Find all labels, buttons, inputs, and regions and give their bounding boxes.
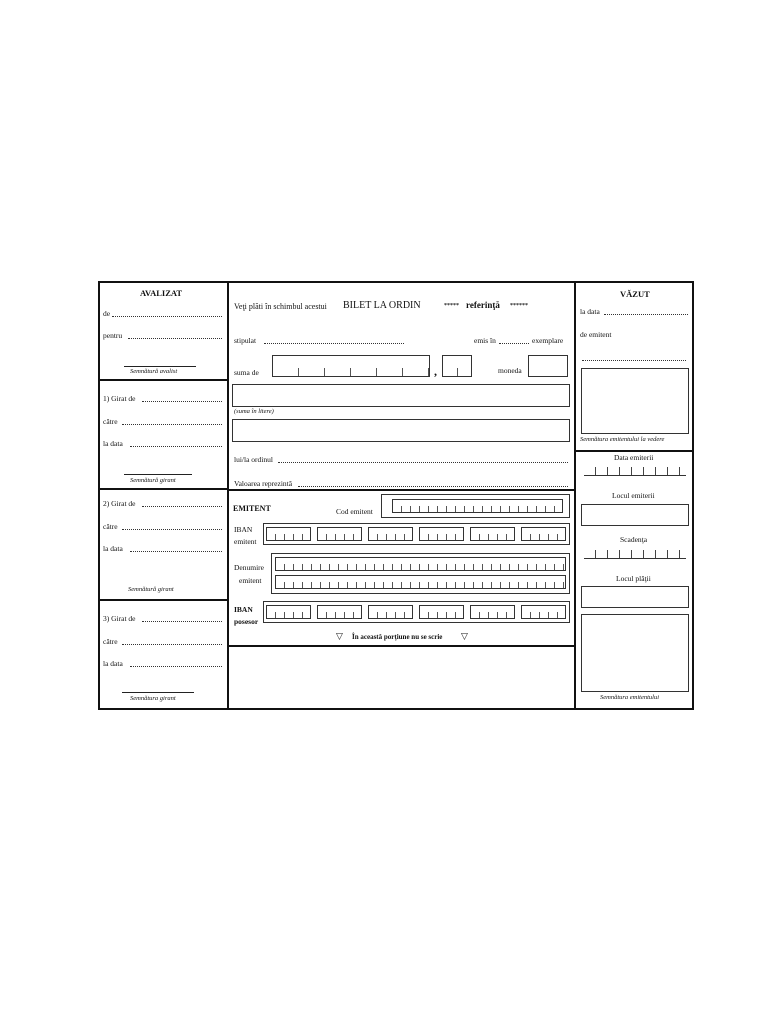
left-divider-2 [100,488,229,490]
suma-de-label: suma de [234,368,259,377]
center-divider-2 [227,645,576,647]
avalizat-title: AVALIZAT [140,288,183,298]
vazut-extra-line[interactable] [582,360,686,361]
referinta-label: referinţă [466,300,500,310]
triangle-left-icon: ▽ [336,631,343,641]
emitent-title: EMITENT [233,504,271,513]
girat3-signature-label: Semnătura girant [130,695,176,702]
girat1-catre-field[interactable] [122,424,222,425]
suma-litere-label: (suma în litere) [234,408,274,415]
girat1-data-label: la data [103,439,123,448]
girat3-label: 3) Girat de [103,614,136,623]
locul-platii-field[interactable] [581,586,689,608]
iban-posesor-group-2[interactable] [317,605,362,619]
iban-emitent-group-6[interactable] [521,527,566,541]
exemplare-label: exemplare [532,336,564,345]
suma-cells-integer[interactable] [272,355,430,377]
girat3-field[interactable] [142,621,222,622]
bilet-la-ordin-form [98,281,694,710]
right-divider-1 [574,450,694,452]
cod-emitent-cells[interactable] [392,499,563,513]
vazut-title: VĂZUT [620,289,650,299]
iban-emitent-group-1[interactable] [266,527,311,541]
emitent-signature-label: Semnătura emitentului [600,694,660,701]
data-emiterii-label: Data emiterii [614,453,654,462]
lui-la-ordinul-label: lui/la ordinul [234,455,273,464]
iban-emitent-group-3[interactable] [368,527,413,541]
decimal-comma: , [434,364,437,378]
exemplare-count-field[interactable] [499,343,529,344]
vazut-la-data-field[interactable] [604,314,688,315]
girat1-signature-line[interactable] [124,474,192,475]
girat2-catre-field[interactable] [122,529,222,530]
locul-platii-label: Locul plăţii [616,574,651,583]
vazut-signature-box[interactable] [581,368,689,434]
iban-posesor-group-3[interactable] [368,605,413,619]
suma-litere-field-2[interactable] [232,419,570,442]
vazut-signature-label: Semnătura emitentului la vedere [580,436,665,443]
iban-posesor-group-6[interactable] [521,605,566,619]
scadenta-label: Scadenţa [620,535,648,544]
header-prefix: Veţi plăti în schimbul acestui [234,302,327,311]
girat3-catre-field[interactable] [122,644,222,645]
vazut-la-data-label: la data [580,307,600,316]
avalizat-pentru-label: pentru [103,331,123,340]
girat1-field[interactable] [142,401,222,402]
girat1-data-field[interactable] [130,446,222,447]
center-divider-1 [227,489,576,491]
denumire-cells-row-1[interactable] [275,557,566,571]
girat3-catre-label: către [103,637,118,646]
valoarea-label: Valoarea reprezintă [234,479,293,488]
denumire-label-2: emitent [239,576,262,585]
avalizat-de-label: de [103,309,111,318]
iban-emitent-group-5[interactable] [470,527,515,541]
no-write-note: În această porţiune nu se scrie [352,633,443,641]
triangle-right-icon: ▽ [461,631,468,641]
cod-emitent-label: Cod emitent [336,507,373,516]
iban-posesor-label-1: IBAN [234,605,253,614]
girat1-catre-label: către [103,417,118,426]
iban-emitent-group-4[interactable] [419,527,464,541]
denumire-label-1: Denumire [234,563,264,572]
emitent-signature-box[interactable] [581,614,689,692]
lui-la-ordinul-field[interactable] [278,462,568,463]
girat1-signature-label: Semnătură girant [130,477,176,484]
girat2-data-field[interactable] [130,551,222,552]
avalizat-signature-line[interactable] [124,366,196,367]
avalizat-pentru-field[interactable] [128,338,222,339]
scadenta-field[interactable] [584,548,686,559]
iban-posesor-group-5[interactable] [470,605,515,619]
emis-in-label: emis în [474,336,496,345]
stipulat-label: stipulat [234,336,257,345]
iban-emitent-group-2[interactable] [317,527,362,541]
document-title: BILET LA ORDIN [343,300,421,311]
girat2-signature-label: Semnătură girant [128,586,174,593]
data-emiterii-field[interactable] [584,465,686,476]
stars-right: ****** [510,303,528,309]
girat1-label: 1) Girat de [103,394,136,403]
stars-left: ***** [444,303,459,309]
denumire-cells-row-2[interactable] [275,575,566,589]
iban-posesor-label-2: posesor [234,617,259,626]
left-divider-1 [100,379,229,381]
locul-emiterii-label: Locul emiterii [612,491,655,500]
girat2-field[interactable] [142,506,222,507]
girat3-signature-line[interactable] [122,692,194,693]
girat3-data-label: la data [103,659,123,668]
avalizat-signature-label: Semnătură avalist [130,368,178,375]
iban-posesor-group-1[interactable] [266,605,311,619]
iban-emitent-label-2: emitent [234,537,257,546]
locul-emiterii-field[interactable] [581,504,689,526]
iban-emitent-label-1: IBAN [234,525,253,534]
girat2-data-label: la data [103,544,123,553]
de-emitent-label: de emitent [580,330,612,339]
stipulat-field[interactable] [264,343,404,344]
girat2-label: 2) Girat de [103,499,136,508]
valoarea-field[interactable] [298,486,568,487]
girat2-catre-label: către [103,522,118,531]
suma-cells-decimal[interactable] [442,355,472,377]
suma-litere-field-1[interactable] [232,384,570,407]
girat3-data-field[interactable] [130,666,222,667]
moneda-field[interactable] [528,355,568,377]
left-divider-3 [100,599,229,601]
avalizat-de-field[interactable] [112,316,222,317]
moneda-label: moneda [498,366,522,375]
iban-posesor-group-4[interactable] [419,605,464,619]
